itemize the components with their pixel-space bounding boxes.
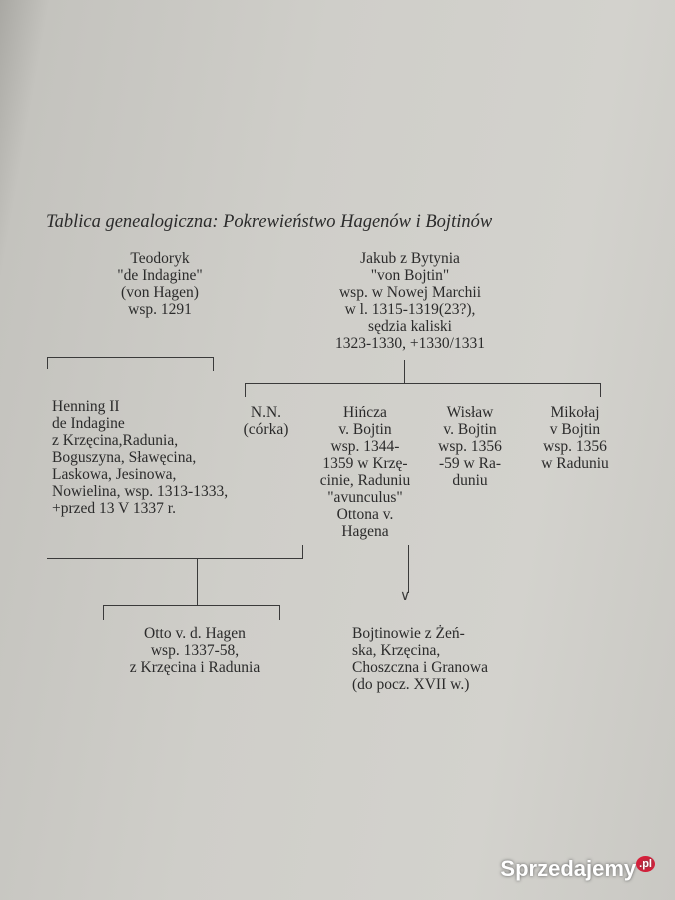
person-henning: Henning II de Indagine z Krzęcina,Radunia, Boguszyna, Sławęcina, Laskowa, Jesinowa, Nowielina, wsp. 1313-1333, +przed 13 V 1337 r. [52, 398, 229, 517]
person-wislaw: Wisław v. Bojtin wsp. 1356 -59 w Ra- duniu [438, 404, 502, 489]
watermark-logo [500, 856, 655, 882]
arrow-down-icon: ∨ [400, 589, 411, 604]
watermark-text: Sprzedajemy [500, 856, 637, 881]
person-nn: N.N. (córka) [243, 404, 289, 438]
connector-line [103, 605, 104, 620]
person-bojtinowie: Bojtinowie z Żeń- ska, Krzęcina, Choszczna i Granowa (do pocz. XVII w.) [352, 625, 489, 693]
connector-line [47, 357, 214, 358]
person-otto: Otto v. d. Hagen wsp. 1337-58, z Krzęcina i Radunia [129, 625, 261, 676]
connector-line [103, 605, 280, 606]
watermark-suffix: .pl [636, 856, 655, 872]
connector-line [404, 360, 405, 383]
connector-line [302, 545, 303, 559]
person-mikolaj: Mikołaj v Bojtin wsp. 1356 w Raduniu [541, 404, 609, 472]
table-title: Tablica genealogiczna: Pokrewieństwo Hagenów i Bojtinów [46, 212, 493, 232]
connector-line [600, 383, 601, 397]
person-hincza: Hińcza v. Bojtin wsp. 1344- 1359 w Krzę- cinie, Raduniu "avunculus" Ottona v. Hagena [319, 404, 411, 540]
connector-line [245, 383, 601, 384]
connector-line [47, 357, 48, 369]
person-teodoryk: Teodoryk "de Indagine" (von Hagen) wsp. 1291 [117, 250, 203, 318]
connector-line [408, 545, 409, 593]
connector-line [47, 558, 303, 559]
connector-line [213, 357, 214, 371]
person-jakub: Jakub z Bytynia "von Bojtin" wsp. w Nowej Marchii w l. 1315-1319(23?), sędzia kaliski 1323-1330, +1330/1331 [335, 250, 485, 352]
connector-line [197, 558, 198, 605]
connector-line [245, 383, 246, 397]
connector-line [279, 605, 280, 620]
